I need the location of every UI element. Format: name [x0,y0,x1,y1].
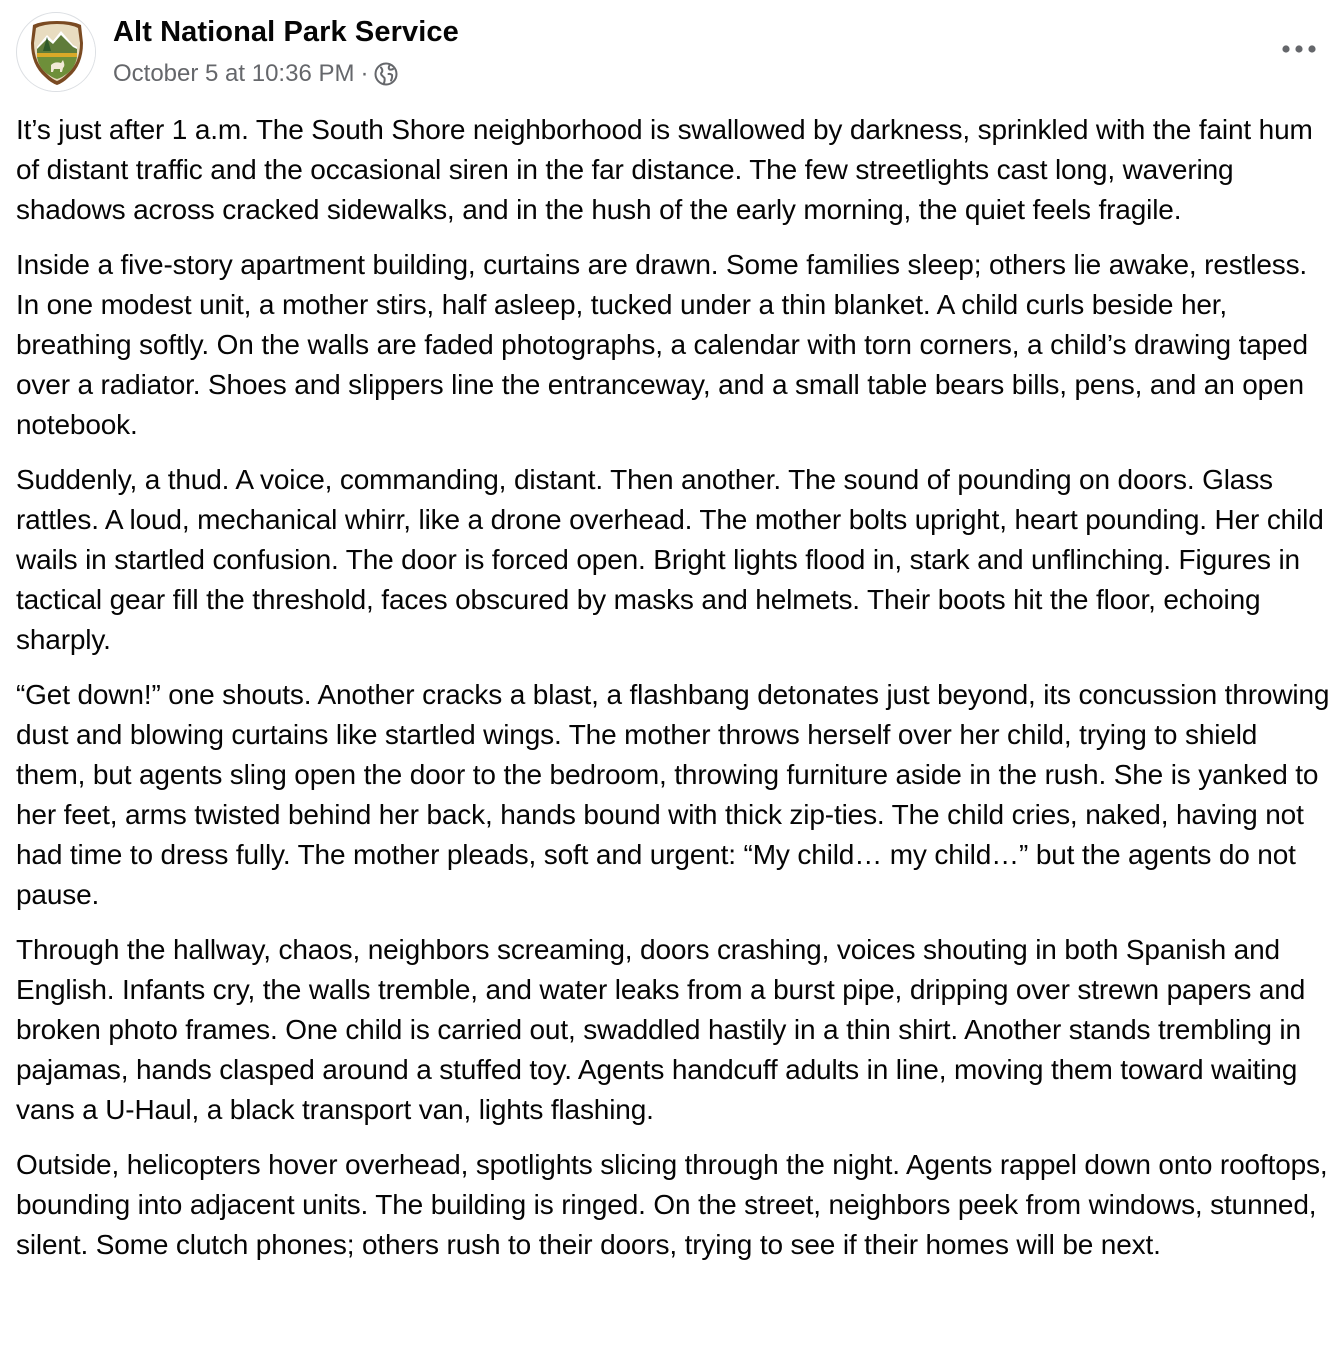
post-paragraph: Through the hallway, chaos, neighbors screaming, doors crashing, voices shouting in both Spanish and English. Infants cry, the walls tremble, and water leaks from a burst pipe, dripping over strewn papers and broken photo frames. One child is carried out, swaddled hastily in a thin shirt. Another stands trembling in pajamas, hands clasped around a stuffed toy. Agents handcuff adults in line, moving them toward waiting vans a U-Haul, a black transport van, lights flashing. [16,934,1306,1125]
post-body [16,110,1332,1280]
post-paragraph: Suddenly, a thud. A voice, commanding, distant. Then another. The sound of pounding on doors. Glass rattles. A loud, mechanical whirr, like a drone overhead. The mother bolts upright, heart pounding. Her child wails in startled confusion. The door is forced open. Bright lights flood in, stark and unflinching. Figures in tactical gear fill the threshold, faces obscured by masks and helmets. Their boots hit the floor, echoing sharply. [16,464,1324,655]
post-meta [113,58,398,90]
meta-separator: · [360,60,369,87]
post-header [16,12,1328,96]
globe-icon [374,62,398,86]
more-options-button[interactable] [1276,34,1322,64]
post-paragraph: “Get down!” one shouts. Another cracks a blast, a flashbang detonates just beyond, its concussion throwing dust and blowing curtains like startled wings. The mother throws herself over her child, trying to shield them, but agents sling open the door to the bedroom, throwing furniture aside in the rush. She is yanked to her feet, arms twisted behind her back, hands bound with thick zip-ties. The child cries, naked, having not had time to dress fully. The mother pleads, soft and urgent: “My child… my child…” but the agents do not pause. [16,679,1330,910]
avatar[interactable] [16,12,96,92]
alt-nps-logo [17,13,96,92]
post-timestamp[interactable]: October 5 at 10:36 PM [113,60,355,87]
post-paragraph: It’s just after 1 a.m. The South Shore neighborhood is swallowed by darkness, sprinkled with the faint hum of distant traffic and the occasional siren in the far distance. The few streetlights cast long, wavering shadows across cracked sidewalks, and in the hush of the early morning, the quiet feels fragile. [16,114,1313,225]
author-name[interactable]: Alt National Park Service [113,16,459,48]
post-paragraph: Outside, helicopters hover overhead, spotlights slicing through the night. Agents rappel down onto rooftops, bounding into adjacent units. The building is ringed. On the street, neighbors peek from windows, stunned, silent. Some clutch phones; others rush to their doors, trying to see if their homes will be next. [16,1149,1328,1260]
post-paragraph: Inside a five-story apartment building, curtains are drawn. Some families sleep; others lie awake, restless. In one modest unit, a mother stirs, half asleep, tucked under a thin blanket. A child curls beside her, breathing softly. On the walls are faded photographs, a calendar with torn corners, a child’s drawing taped over a radiator. Shoes and slippers line the entranceway, and a small table bears bills, pens, and an open notebook. [16,249,1308,440]
more-options-icon [1281,44,1317,54]
